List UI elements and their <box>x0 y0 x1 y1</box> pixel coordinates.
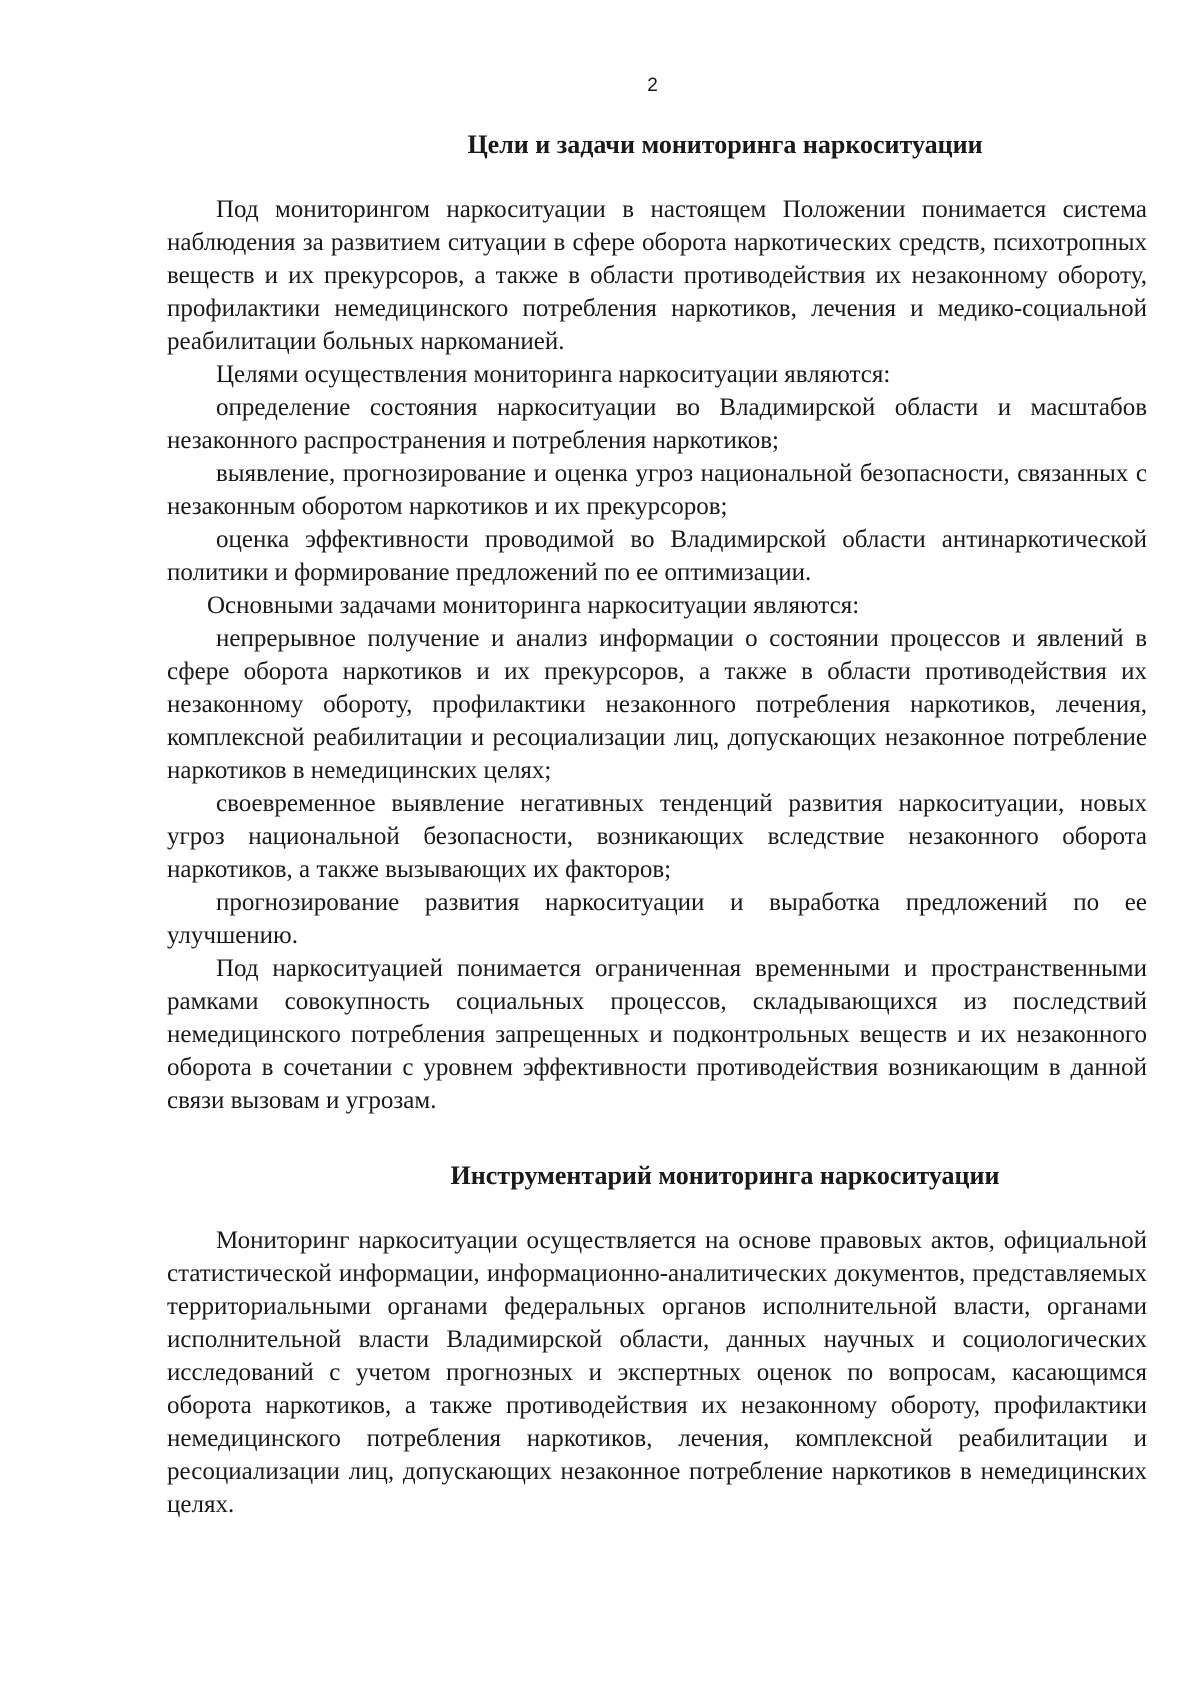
paragraph-goal-1: определение состояния наркоситуации во Владимирской области и масштабов незаконного распространения и потребления наркотиков; <box>167 394 1147 454</box>
paragraph-task-2: своевременное выявление негативных тенденций развития наркоситуации, новых угроз национальной безопасности, возникающих вследствие незаконного оборота наркотиков, а также вызывающих их факторов; <box>167 790 1147 883</box>
page-number: 2 <box>647 75 658 96</box>
document-body <box>167 128 1147 1521</box>
paragraph-definition: Под мониторингом наркоситуации в настоящем Положении понимается система наблюдения за развитием ситуации в сфере оборота наркотических средств, психотропных веществ и их прекурсоров, а также в области противодействия их незаконному обороту, профилактики немедицинского потребления наркотиков, лечения и медико-социальной реабилитации больных наркоманией. <box>167 196 1147 355</box>
paragraph-narcosituation-definition: Под наркоситуацией понимается ограниченная временными и пространственными рамками совокупность социальных процессов, складывающихся из последствий немедицинского потребления запрещенных и подконтрольных веществ и их незаконного оборота в сочетании с уровнем эффективности противодействия возникающим в данной связи вызовам и угрозам. <box>167 955 1147 1114</box>
section-title-tools: Инструментарий мониторинга наркоситуации <box>450 1161 1000 1190</box>
paragraph-task-1: непрерывное получение и анализ информации о состоянии процессов и явлений в сфере оборота наркотиков и их прекурсоров, а также в области противодействия их незаконному обороту, профилактики незаконного потребления наркотиков, лечения, комплексной реабилитации и ресоциализации лиц, допускающих незаконное потребление наркотиков в немедицинских целях; <box>167 625 1147 784</box>
section-title-goals: Цели и задачи мониторинга наркоситуации <box>467 130 983 159</box>
paragraph-goals-intro: Целями осуществления мониторинга наркоситуации являются: <box>216 361 891 388</box>
paragraph-tasks-intro: Основными задачами мониторинга наркоситуации являются: <box>207 592 860 619</box>
paragraph-task-3: прогнозирование развития наркоситуации и выработка предложений по ее улучшению. <box>167 889 1147 949</box>
paragraph-goal-3: оценка эффективности проводимой во Владимирской области антинаркотической политики и формирование предложений по ее оптимизации. <box>167 526 1147 586</box>
paragraph-goal-2: выявление, прогнозирование и оценка угроз национальной безопасности, связанных с незаконным оборотом наркотиков и их прекурсоров; <box>167 460 1147 520</box>
paragraph-monitoring-basis: Мониторинг наркоситуации осуществляется на основе правовых актов, официальной статистической информации, информационно-аналитических документов, представляемых территориальными органами федеральных органов исполнительной власти, органами исполнительной власти Владимирской области, данных научных и социологических исследований с учетом прогнозных и экспертных оценок по вопросам, касающимся оборота наркотиков, а также противодействия их незаконному обороту, профилактики немедицинского потребления наркотиков, лечения, комплексной реабилитации и ресоциализации лиц, допускающих незаконное потребление наркотиков в немедицинских целях. <box>167 1227 1147 1518</box>
